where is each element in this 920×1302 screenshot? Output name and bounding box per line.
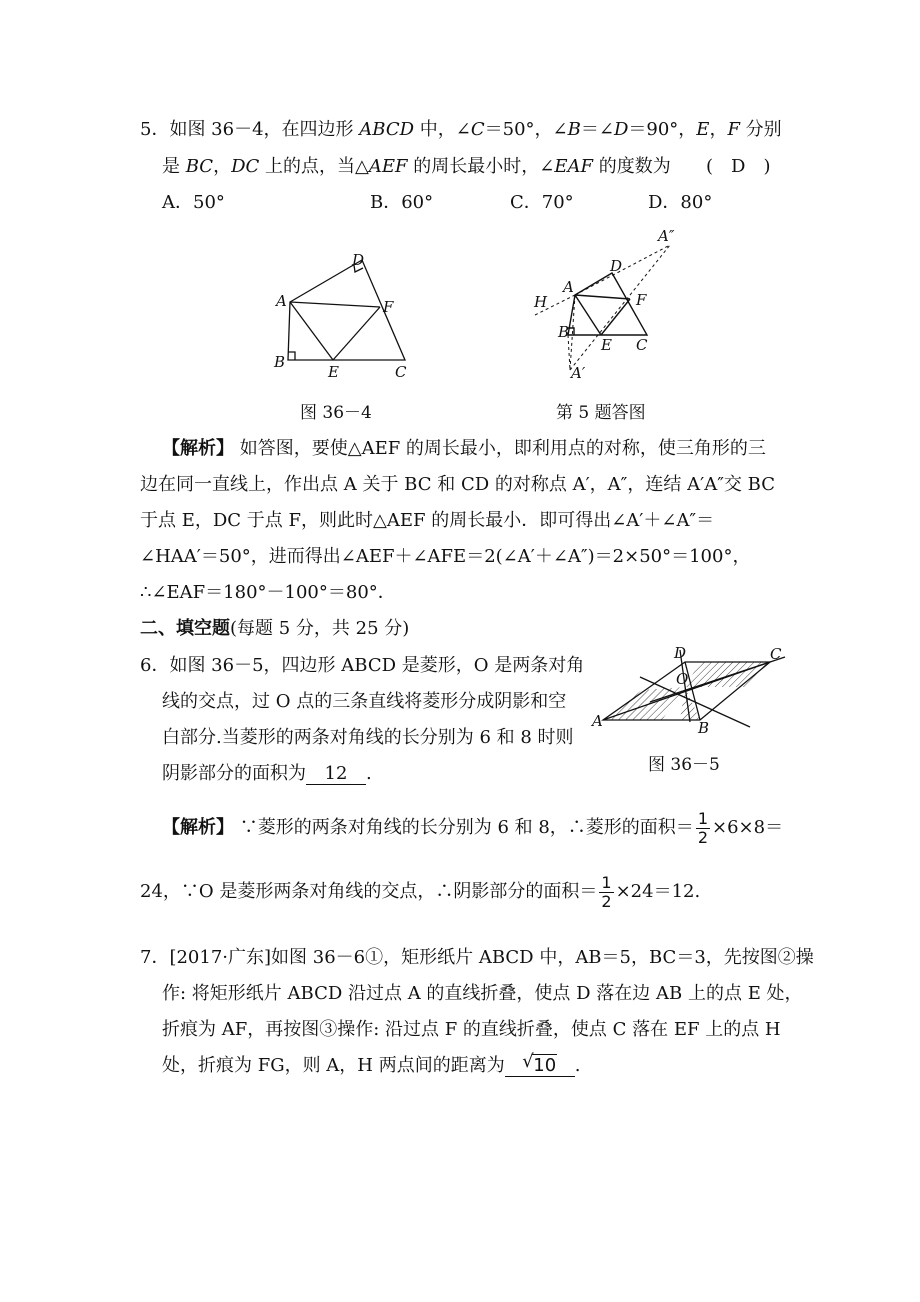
q5-analysis-line-5: ∴∠EAF＝180°－100°＝80°． [140, 582, 396, 603]
figure-36-4 [265, 245, 425, 380]
fig2-label-a-prime: A′ [571, 364, 586, 382]
fig2-label-e: E [601, 336, 612, 354]
q5-option-c: C．70° [510, 192, 574, 213]
q5-analysis-line-4: ∠HAA′＝50°，进而得出∠AEF＋∠AFE＝2(∠A′＋∠A″)＝2×50°＝100°， [140, 546, 751, 567]
q6-analysis-line-2: 24，∵O 是菱形两条对角线的交点，∴阴影部分的面积＝ $\frac{1}{2}$ ×24＝12. [140, 872, 701, 911]
q7-answer-blank [505, 1051, 575, 1077]
fraction-one-half-2: $\frac{1}{2}$ [601, 872, 612, 911]
fig1-label-f: F [383, 298, 394, 316]
q6-analysis-line-1: 【解析】 ∵菱形的两条对角线的长分别为 6 和 8，∴菱形的面积＝ $\frac{1}{2}$ ×6×8＝ [162, 808, 784, 847]
fig3-label-c: C [770, 645, 782, 663]
fig1-label-b: B [274, 353, 286, 371]
figure-36-5 [590, 642, 790, 742]
fig1-caption: 图 36－4 [300, 403, 372, 423]
fig2-label-h: H [534, 293, 548, 311]
fig1-label-c: C [395, 363, 407, 380]
q7-line-4: 处，折痕为 FG，则 A，H 两点间的距离为 √ 10 . [162, 1051, 581, 1076]
fig1-label-a: A [276, 292, 287, 310]
fig2-label-b: B [558, 323, 570, 341]
fig3-label-o: O [676, 670, 689, 688]
q5-option-a: A．50° [162, 192, 225, 213]
q6-line-4: 阴影部分的面积为 12 . [162, 763, 372, 784]
q5-answer: ( D ) [706, 156, 771, 177]
q5-analysis-line-3: 于点 E，DC 于点 F，则此时△AEF 的周长最小．即可得出∠A′＋∠A″＝ [140, 510, 715, 531]
q5-line-2: 是 BC，DC 上的点，当△AEF 的周长最小时，∠EAF 的度数为 [162, 156, 671, 177]
sqrt-symbol: √ 10 [522, 1051, 557, 1076]
fig2-caption: 第 5 题答图 [556, 403, 646, 423]
q6-line-3: 白部分.当菱形的两条对角线的长分别为 6 和 8 时则 [162, 727, 574, 748]
fig2-label-a-double-prime: A″ [658, 227, 675, 245]
fig2-label-c: C [636, 336, 648, 354]
fig1-label-e: E [328, 363, 339, 380]
fig2-label-f: F [636, 291, 647, 309]
fig1-label-d: D [352, 251, 365, 269]
q6-line-2: 线的交点，过 O 点的三条直线将菱形分成阴影和空 [162, 691, 567, 712]
figure-q5-answer [525, 225, 695, 385]
fraction-one-half: $\frac{1}{2}$ [697, 808, 708, 847]
q6-answer-blank: 12 [306, 764, 366, 785]
fig3-label-d: D [674, 644, 687, 662]
fig3-label-a: A [592, 712, 603, 730]
q5-analysis-line-2: 边在同一直线上，作出点 A 关于 BC 和 CD 的对称点 A′，A″，连结 A′A″交 BC [140, 474, 775, 495]
fig3-label-b: B [698, 719, 710, 737]
q5-line-1: 5．如图 36－4，在四边形 ABCD 中，∠C＝50°，∠B＝∠D＝90°，E，F 分别 [140, 119, 782, 140]
q5-option-d: D．80° [648, 192, 713, 213]
fig2-label-d: D [610, 257, 623, 275]
q7-line-1: 7．[2017·广东]如图 36－6①，矩形纸片 ABCD 中，AB＝5，BC＝3，先按图②操 [140, 947, 814, 968]
q6-line-1: 6．如图 36－5，四边形 ABCD 是菱形，O 是两条对角 [140, 655, 585, 676]
q5-analysis-tag: 【解析】 [162, 438, 234, 459]
q7-line-3: 折痕为 AF，再按图③操作: 沿过点 F 的直线折叠，使点 C 落在 EF 上的点 H [162, 1019, 781, 1040]
q5-option-b: B．60° [370, 192, 434, 213]
q7-line-2: 作: 将矩形纸片 ABCD 沿过点 A 的直线折叠，使点 D 落在边 AB 上的点 E 处， [162, 983, 803, 1004]
section-2-heading: 二、填空题(每题 5 分，共 25 分) [140, 618, 410, 639]
fig2-label-a: A [563, 278, 574, 296]
q5-analysis-line-1: 【解析】 如答图，要使△AEF 的周长最小，即利用点的对称，使三角形的三 [162, 438, 766, 459]
fig3-caption: 图 36－5 [648, 755, 720, 775]
